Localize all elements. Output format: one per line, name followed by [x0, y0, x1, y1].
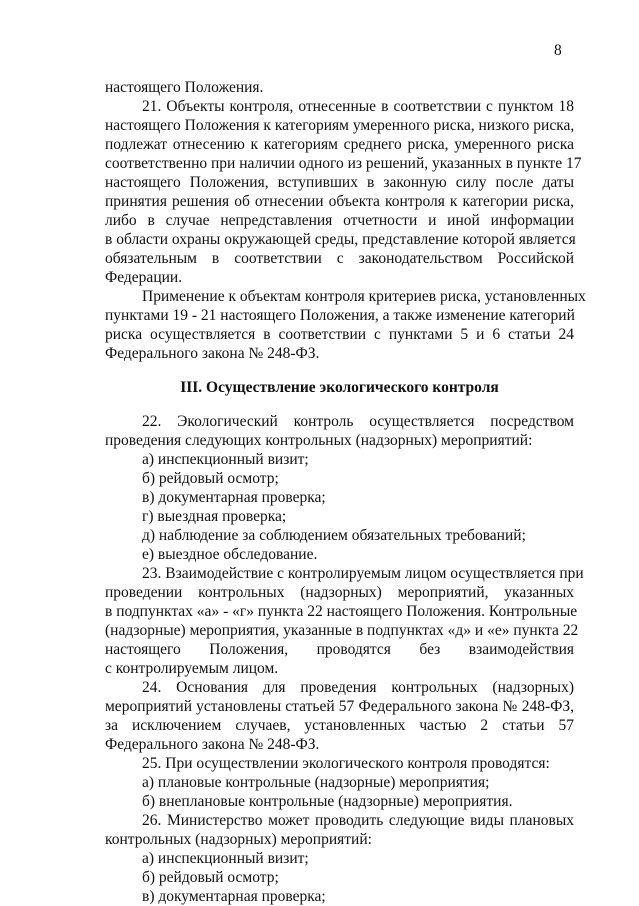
text-line: Федерального закона № 248-ФЗ. — [105, 345, 320, 362]
text-line: принятия решения об отнесении объекта контроля к категории риска, — [105, 193, 574, 210]
text-line: настоящего Положения. — [105, 79, 264, 96]
list-item: в) документарная проверка; — [142, 489, 326, 506]
text-line: в подпунктах «а» - «г» пункта 22 настоящего Положения. Контрольные — [105, 603, 578, 620]
text-line: 24. Основания для проведения контрольных (надзорных) — [142, 679, 574, 696]
list-item: б) рейдовый осмотр; — [142, 470, 279, 487]
text-line: пунктами 19 - 21 настоящего Положения, а также изменение категорий — [105, 307, 575, 324]
text-line: обязательным в соответствии с законодательством Российской — [105, 250, 574, 267]
list-item: д) наблюдение за соблюдением обязательных требований; — [142, 527, 526, 544]
text-line: за исключением случаев, установленных частью 2 статьи 57 — [105, 717, 574, 734]
text-line: (надзорные) мероприятия, указанные в подпунктах «д» и «е» пункта 22 — [105, 622, 579, 639]
text-line: риска осуществляется в соответствии с пунктами 5 и 6 статьи 24 — [105, 326, 574, 343]
text-line: Федерального закона № 248-ФЗ. — [105, 736, 320, 753]
list-item: б) рейдовый осмотр; — [142, 869, 279, 886]
text-line: настоящего Положения, проводятся без взаимодействия — [105, 641, 574, 658]
text-line: мероприятий установлены статьей 57 Федерального закона № 248-ФЗ, — [105, 698, 574, 715]
section-heading: III. Осуществление экологического контроля — [180, 379, 499, 396]
text-line: 26. Министерство может проводить следующие виды плановых — [142, 812, 574, 829]
list-item: а) инспекционный визит; — [142, 451, 309, 468]
text-line: в области охраны окружающей среды, представление которой является — [105, 231, 576, 248]
page-number: 8 — [554, 42, 562, 59]
text-line: подлежат отнесению к категориям среднего риска, умеренного риска — [105, 136, 574, 153]
list-item: а) инспекционный визит; — [142, 850, 309, 867]
text-line: с контролируемым лицом. — [105, 660, 279, 677]
text-line: 21. Объекты контроля, отнесенные в соответствии с пунктом 18 — [142, 98, 574, 115]
list-item: а) плановые контрольные (надзорные) мероприятия; — [142, 774, 490, 791]
list-item: б) внеплановые контрольные (надзорные) мероприятия. — [142, 793, 513, 810]
text-line: настоящего Положения, вступивших в законную силу после даты — [105, 174, 574, 191]
text-line: контрольных (надзорных) мероприятий: — [105, 831, 372, 848]
text-line: настоящего Положения к категориям умеренного риска, низкого риска, — [105, 117, 575, 134]
list-item: е) выездное обследование. — [142, 546, 318, 563]
list-item: г) выездная проверка; — [142, 508, 287, 525]
list-item: в) документарная проверка; — [142, 888, 326, 905]
text-line: 25. При осуществлении экологического контроля проводятся: — [142, 755, 550, 772]
text-line: Федерации. — [105, 269, 183, 286]
text-line: 23. Взаимодействие с контролируемым лицом осуществляется при — [142, 565, 584, 582]
text-line: либо в случае непредставления отчетности и иной информации — [105, 212, 574, 229]
text-line: соответственно при наличии одного из решений, указанных в пункте 17 — [105, 155, 582, 172]
text-line: проведения следующих контрольных (надзорных) мероприятий: — [105, 432, 533, 449]
text-line: 22. Экологический контроль осуществляется посредством — [142, 413, 574, 430]
text-line: Применение к объектам контроля критериев риска, установленных — [142, 288, 586, 305]
text-line: проведении контрольных (надзорных) мероприятий, указанных — [105, 584, 574, 601]
